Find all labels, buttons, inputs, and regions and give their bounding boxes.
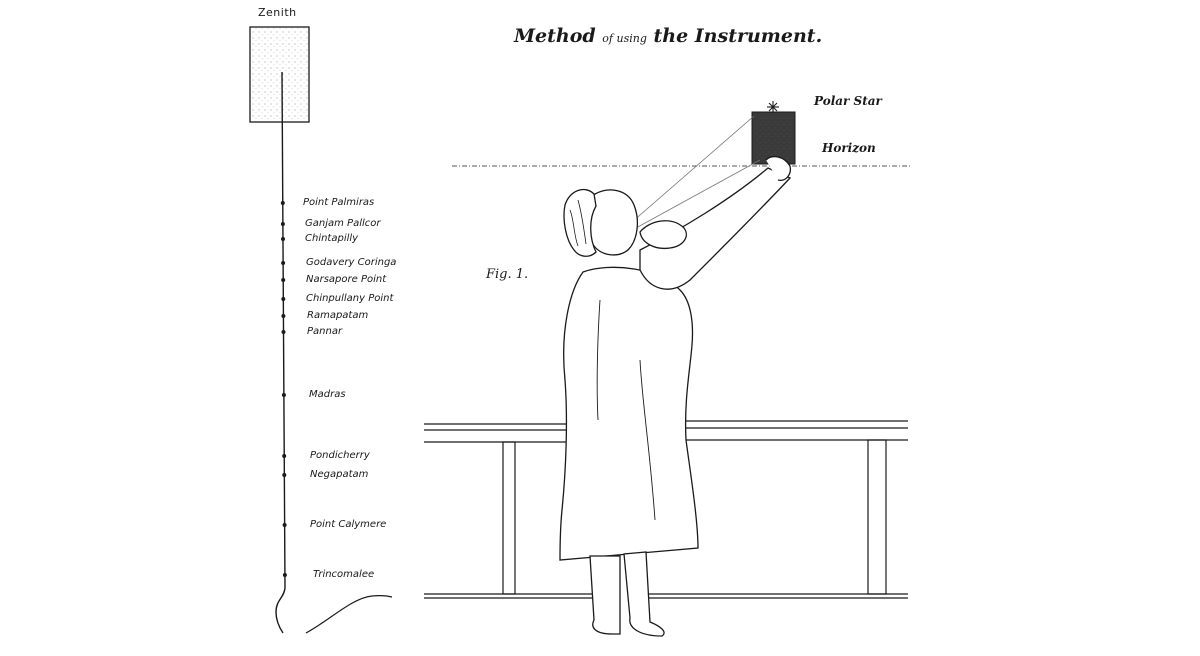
scale-tick: [281, 237, 285, 241]
zenith-label: Zenith: [258, 6, 297, 19]
place-label: Pondicherry: [310, 450, 370, 461]
hands: [640, 221, 686, 249]
coat: [560, 267, 698, 560]
horizon-label: Horizon: [822, 141, 876, 155]
legs: [590, 556, 620, 634]
title-part-of-using: of using: [602, 32, 647, 45]
scale-tick: [283, 523, 287, 527]
title-part-method: Method: [514, 25, 596, 47]
place-label: Pannar: [307, 326, 343, 337]
polar-star-label: Polar Star: [814, 94, 882, 108]
place-label: Narsapore Point: [306, 274, 387, 285]
scale-tick: [281, 201, 285, 205]
scale-tick: [283, 573, 287, 577]
scale-tick: [282, 454, 286, 458]
scale-tick: [282, 393, 286, 397]
place-label: Godavery Coringa: [306, 257, 397, 268]
scale-tick: [282, 473, 286, 477]
place-label: Ganjam Pallcor: [305, 218, 381, 229]
place-label: Chintapilly: [305, 233, 359, 244]
hair: [564, 190, 596, 257]
scale-tick: [281, 222, 285, 226]
place-label: Trincomalee: [313, 569, 375, 580]
place-label: Madras: [309, 389, 346, 400]
scale-tick: [281, 261, 285, 265]
place-label: Point Calymere: [310, 519, 387, 530]
place-label: Chinpullany Point: [306, 293, 394, 304]
scale-tick: [282, 330, 286, 334]
observer-figure: [560, 157, 790, 636]
place-label: Negapatam: [310, 469, 369, 480]
scale-tick: [281, 278, 285, 282]
zenith-box: [250, 27, 309, 122]
plate-title: [514, 25, 822, 47]
figure-label: Fig. 1.: [486, 267, 529, 282]
title-part-instrument: the Instrument.: [653, 25, 823, 47]
sea-wave: [306, 596, 392, 633]
scale-tick: [281, 297, 285, 301]
scale-curve: [276, 588, 285, 633]
place-label: Point Palmiras: [303, 197, 375, 208]
scale-tick: [281, 314, 285, 318]
place-label: Ramapatam: [307, 310, 369, 321]
polar-star-icon: [767, 101, 779, 113]
